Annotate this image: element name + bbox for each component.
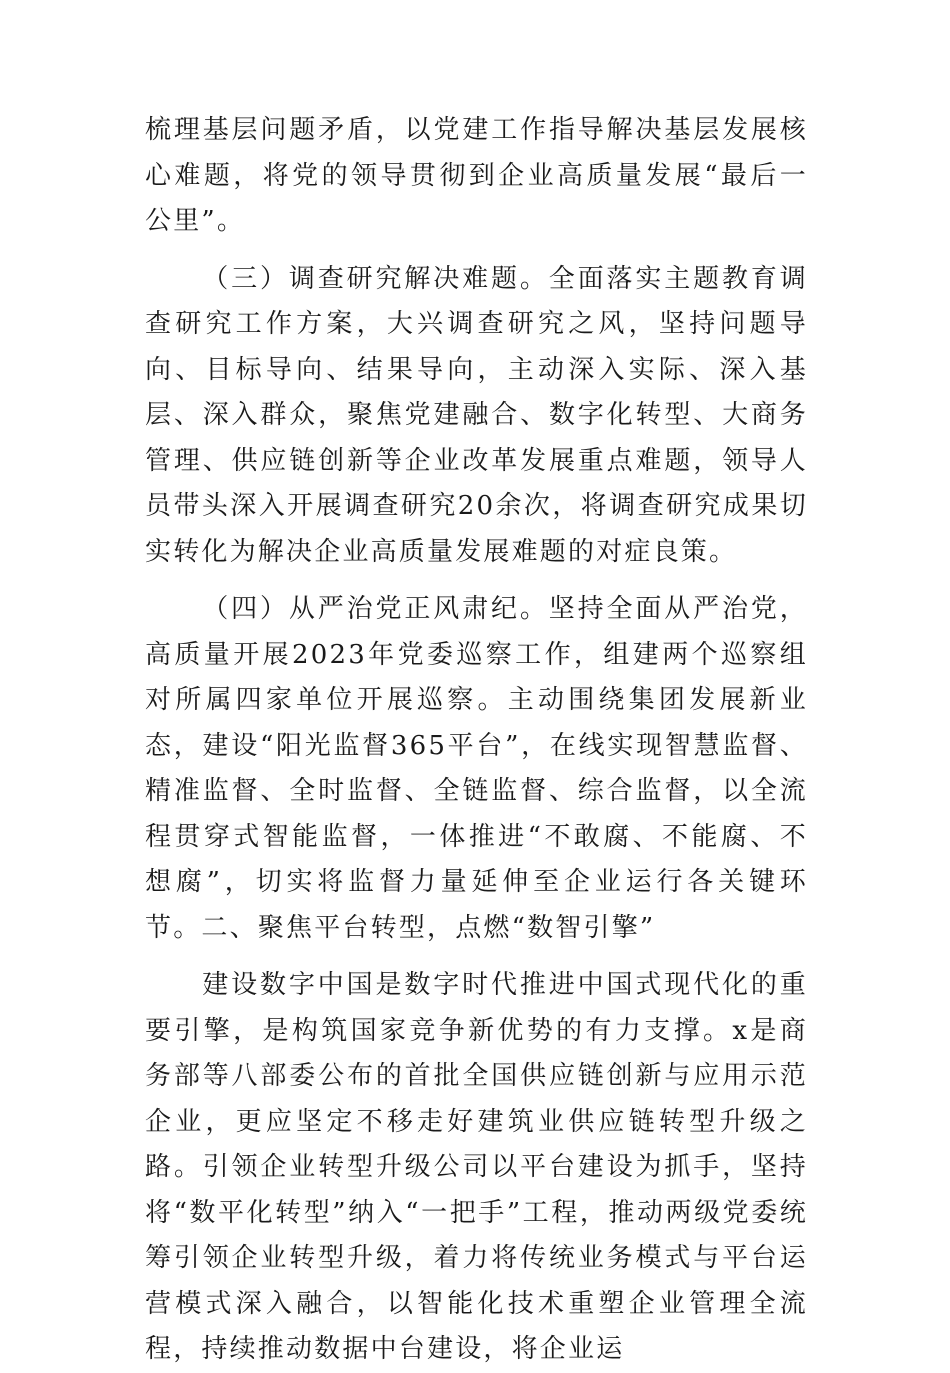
document-body <box>145 108 808 1373</box>
paragraph-digital-china: 建设数字中国是数字时代推进中国式现代化的重要引擎，是构筑国家竞争新优势的有力支撑。x是商务部等八部委公布的首批全国供应链创新与应用示范企业，更应坚定不移走好建筑业供应链转型升级之路。引领企业转型升级公司以平台建设为抓手，坚持将“数平化转型”纳入“一把手”工程，推动两级党委统筹引领企业转型升级，着力将传统业务模式与平台运营模式深入融合，以智能化技术重塑企业管理全流程，持续推动数据中台建设，将企业运 <box>145 970 808 1364</box>
paragraph-section-three: （三）调查研究解决难题。全面落实主题教育调查研究工作方案，大兴调查研究之风，坚持问题导向、目标导向、结果导向，主动深入实际、深入基层、深入群众，聚焦党建融合、数字化转型、大商务管理、供应链创新等企业改革发展重点难题，领导人员带头深入开展调查研究20余次，将调查研究成果切实转化为解决企业高质量发展难题的对症良策。 <box>145 263 808 567</box>
paragraph-section-four: （四）从严治党正风肃纪。坚持全面从严治党，高质量开展2023年党委巡察工作，组建两个巡察组对所属四家单位开展巡察。主动围绕集团发展新业态，建设“阳光监督365平台”，在线实现智慧监督、精准监督、全时监督、全链监督、综合监督，以全流程贯穿式智能监督，一体推进“不敢腐、不能腐、不想腐”，切实将监督力量延伸至企业运行各关键环节。二、聚焦平台转型，点燃“数智引擎” <box>145 594 808 943</box>
paragraph-continuation: 梳理基层问题矛盾，以党建工作指导解决基层发展核心难题，将党的领导贯彻到企业高质量发展“最后一公里”。 <box>145 115 808 236</box>
